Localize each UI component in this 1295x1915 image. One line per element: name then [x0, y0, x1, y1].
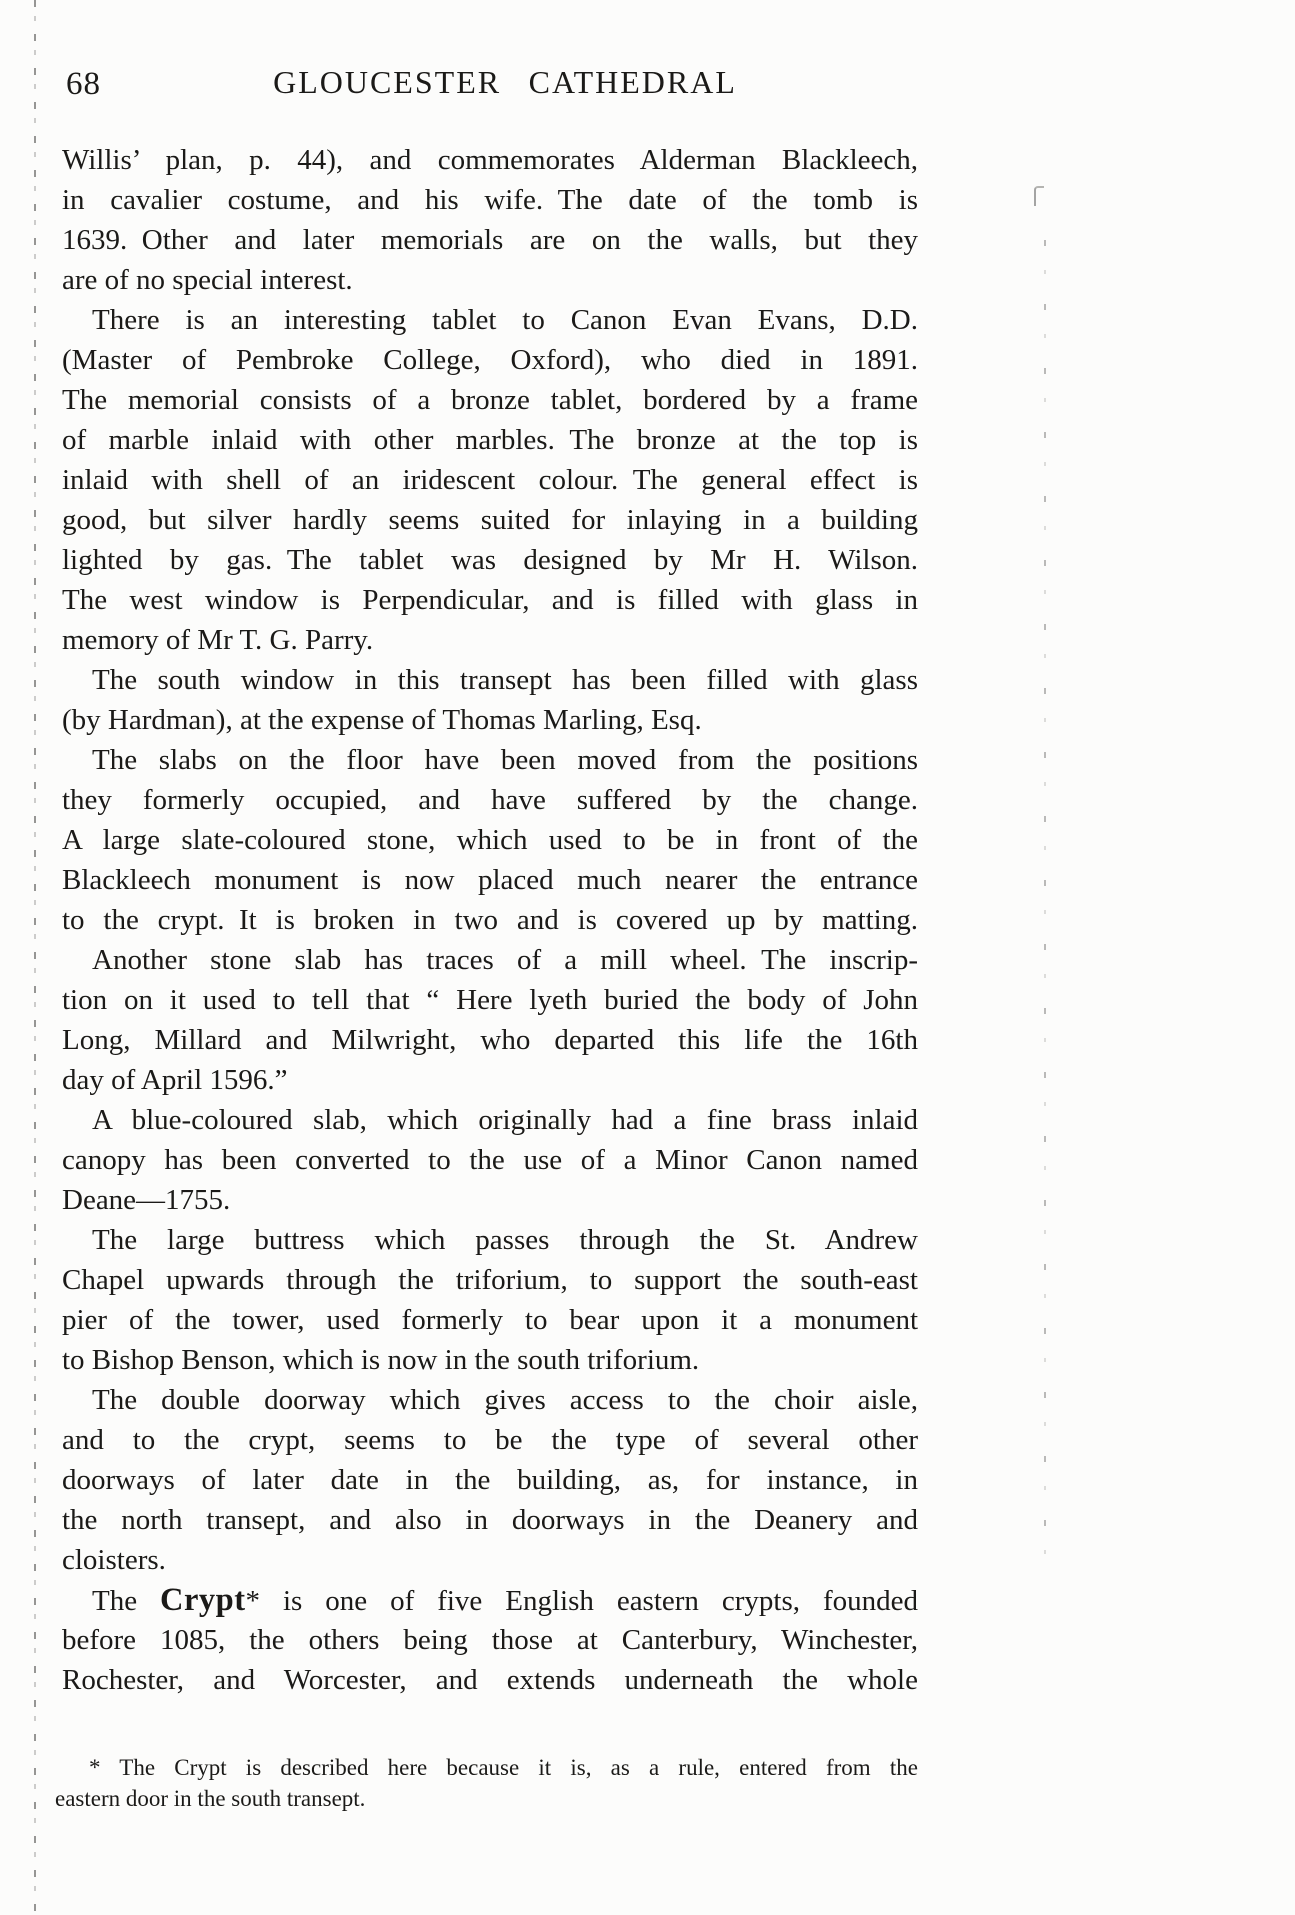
- text-line: [62, 1660, 918, 1700]
- text-segment: Blackleech monument is now placed much nearer the entrance: [62, 864, 918, 896]
- text-segment: * is one of five English eastern crypts, founded: [245, 1585, 918, 1617]
- text-segment: There is an interesting tablet to Canon Evan Evans, D.D.: [92, 304, 918, 336]
- text-line: [62, 900, 918, 940]
- text-segment: memory of Mr T. G. Parry.: [62, 624, 374, 656]
- text-line: [62, 1620, 918, 1660]
- text-line: [62, 1140, 918, 1180]
- text-segment: canopy has been converted to the use of a Minor Canon named: [62, 1144, 918, 1176]
- text-line: [62, 220, 918, 260]
- text-segment: The double doorway which gives access to the choir aisle,: [92, 1384, 918, 1416]
- text-line: [62, 1180, 918, 1220]
- text-line: [62, 1020, 918, 1060]
- text-line: [55, 1752, 918, 1783]
- page-body: [62, 140, 918, 1700]
- text-segment: The south window in this transept has been filled with glass: [92, 664, 918, 696]
- text-line: [62, 580, 918, 620]
- text-line: [62, 660, 918, 700]
- text-line: [55, 1783, 918, 1814]
- text-line: [62, 1500, 918, 1540]
- text-segment: Rochester, and Worcester, and extends underneath the whole: [62, 1664, 918, 1696]
- text-line: [62, 300, 918, 340]
- text-segment: pier of the tower, used formerly to bear upon it a monument: [62, 1304, 918, 1336]
- text-line: [62, 1060, 918, 1100]
- text-segment: to Bishop Benson, which is now in the south triforium.: [62, 1344, 700, 1376]
- text-segment: are of no special interest.: [62, 264, 353, 296]
- text-segment: in cavalier costume, and his wife. The date of the tomb is: [62, 184, 918, 216]
- text-segment: A large slate-coloured stone, which used to be in front of the: [62, 824, 918, 856]
- scan-artifact-mark: [1034, 186, 1044, 206]
- text-line: [62, 1100, 918, 1140]
- text-segment: tion on it used to tell that “ Here lyeth buried the body of John: [62, 984, 918, 1016]
- text-line: [62, 740, 918, 780]
- text-line: [62, 380, 918, 420]
- text-line: [62, 860, 918, 900]
- text-line: [62, 500, 918, 540]
- text-segment: * The Crypt is described here because it is, as a rule, entered from the: [89, 1755, 918, 1780]
- text-segment: The: [92, 1585, 161, 1617]
- text-line: [62, 460, 918, 500]
- text-segment: cloisters.: [62, 1544, 166, 1576]
- text-line: [62, 260, 918, 300]
- text-line: [62, 1380, 918, 1420]
- text-line: [62, 940, 918, 980]
- text-segment: Willis’ plan, p. 44), and commemorates Alderman Blackleech,: [62, 144, 918, 176]
- text-line: [62, 780, 918, 820]
- text-segment: A blue-coloured slab, which originally had a fine brass inlaid: [92, 1104, 918, 1136]
- text-segment: The west window is Perpendicular, and is filled with glass in: [62, 584, 918, 616]
- text-segment: of marble inlaid with other marbles. The bronze at the top is: [62, 424, 918, 456]
- text-segment: inlaid with shell of an iridescent colour. The general effect is: [62, 464, 918, 496]
- text-line: [62, 1420, 918, 1460]
- text-segment: Chapel upwards through the triforium, to support the south-east: [62, 1264, 918, 1296]
- page-number: 68: [66, 66, 101, 102]
- text-segment: doorways of later date in the building, as, for instance, in: [62, 1464, 918, 1496]
- crypt-keyword-bold: Crypt: [160, 1582, 246, 1618]
- text-segment: The slabs on the floor have been moved from the positions: [92, 744, 918, 776]
- paragraph: [62, 1220, 918, 1380]
- text-segment: day of April 1596.”: [62, 1064, 288, 1096]
- page-title: GLOUCESTER CATHEDRAL: [273, 64, 737, 100]
- text-segment: 1639. Other and later memorials are on the walls, but they: [62, 224, 918, 256]
- text-segment: to the crypt. It is broken in two and is covered up by matting.: [62, 904, 918, 936]
- text-line: [62, 1460, 918, 1500]
- page-header: [62, 64, 918, 110]
- scan-artifact-left-margin: [34, 0, 36, 1915]
- text-line: [62, 1340, 918, 1380]
- text-segment: they formerly occupied, and have suffered by the change.: [62, 784, 918, 816]
- text-segment: (by Hardman), at the expense of Thomas Marling, Esq.: [62, 704, 702, 736]
- paragraph: [62, 300, 918, 660]
- text-line: [62, 180, 918, 220]
- paragraph: [62, 740, 918, 940]
- paragraph: [62, 940, 918, 1100]
- footnote: [55, 1752, 918, 1814]
- text-line: [62, 1300, 918, 1340]
- text-segment: before 1085, the others being those at Canterbury, Winchester,: [62, 1624, 918, 1656]
- text-segment: (Master of Pembroke College, Oxford), who died in 1891.: [62, 344, 918, 376]
- text-line: [62, 1580, 918, 1620]
- paragraph: [62, 1380, 918, 1580]
- text-segment: Long, Millard and Milwright, who departed this life the 16th: [62, 1024, 918, 1056]
- text-line: [62, 140, 918, 180]
- paragraph: [62, 140, 918, 300]
- paragraph: [55, 1752, 918, 1814]
- text-line: [62, 700, 918, 740]
- paragraph: [62, 1100, 918, 1220]
- text-segment: The memorial consists of a bronze tablet, bordered by a frame: [62, 384, 918, 416]
- text-segment: good, but silver hardly seems suited for inlaying in a building: [62, 504, 918, 536]
- text-segment: eastern door in the south transept.: [55, 1786, 366, 1811]
- text-line: [62, 1260, 918, 1300]
- scan-artifact-right-margin: [1044, 240, 1046, 1570]
- text-line: [62, 1540, 918, 1580]
- text-segment: lighted by gas. The tablet was designed by Mr H. Wilson.: [62, 544, 918, 576]
- text-line: [62, 820, 918, 860]
- text-segment: and to the crypt, seems to be the type of several other: [62, 1424, 918, 1456]
- text-segment: the north transept, and also in doorways in the Deanery and: [62, 1504, 918, 1536]
- text-segment: The large buttress which passes through the St. Andrew: [92, 1224, 918, 1256]
- text-line: [62, 1220, 918, 1260]
- paragraph: [62, 660, 918, 740]
- text-segment: Another stone slab has traces of a mill wheel. The inscrip-: [92, 944, 918, 976]
- text-segment: Deane—1755.: [62, 1184, 231, 1216]
- paragraph: [62, 1580, 918, 1700]
- text-line: [62, 420, 918, 460]
- text-line: [62, 540, 918, 580]
- text-line: [62, 340, 918, 380]
- text-line: [62, 620, 918, 660]
- text-line: [62, 980, 918, 1020]
